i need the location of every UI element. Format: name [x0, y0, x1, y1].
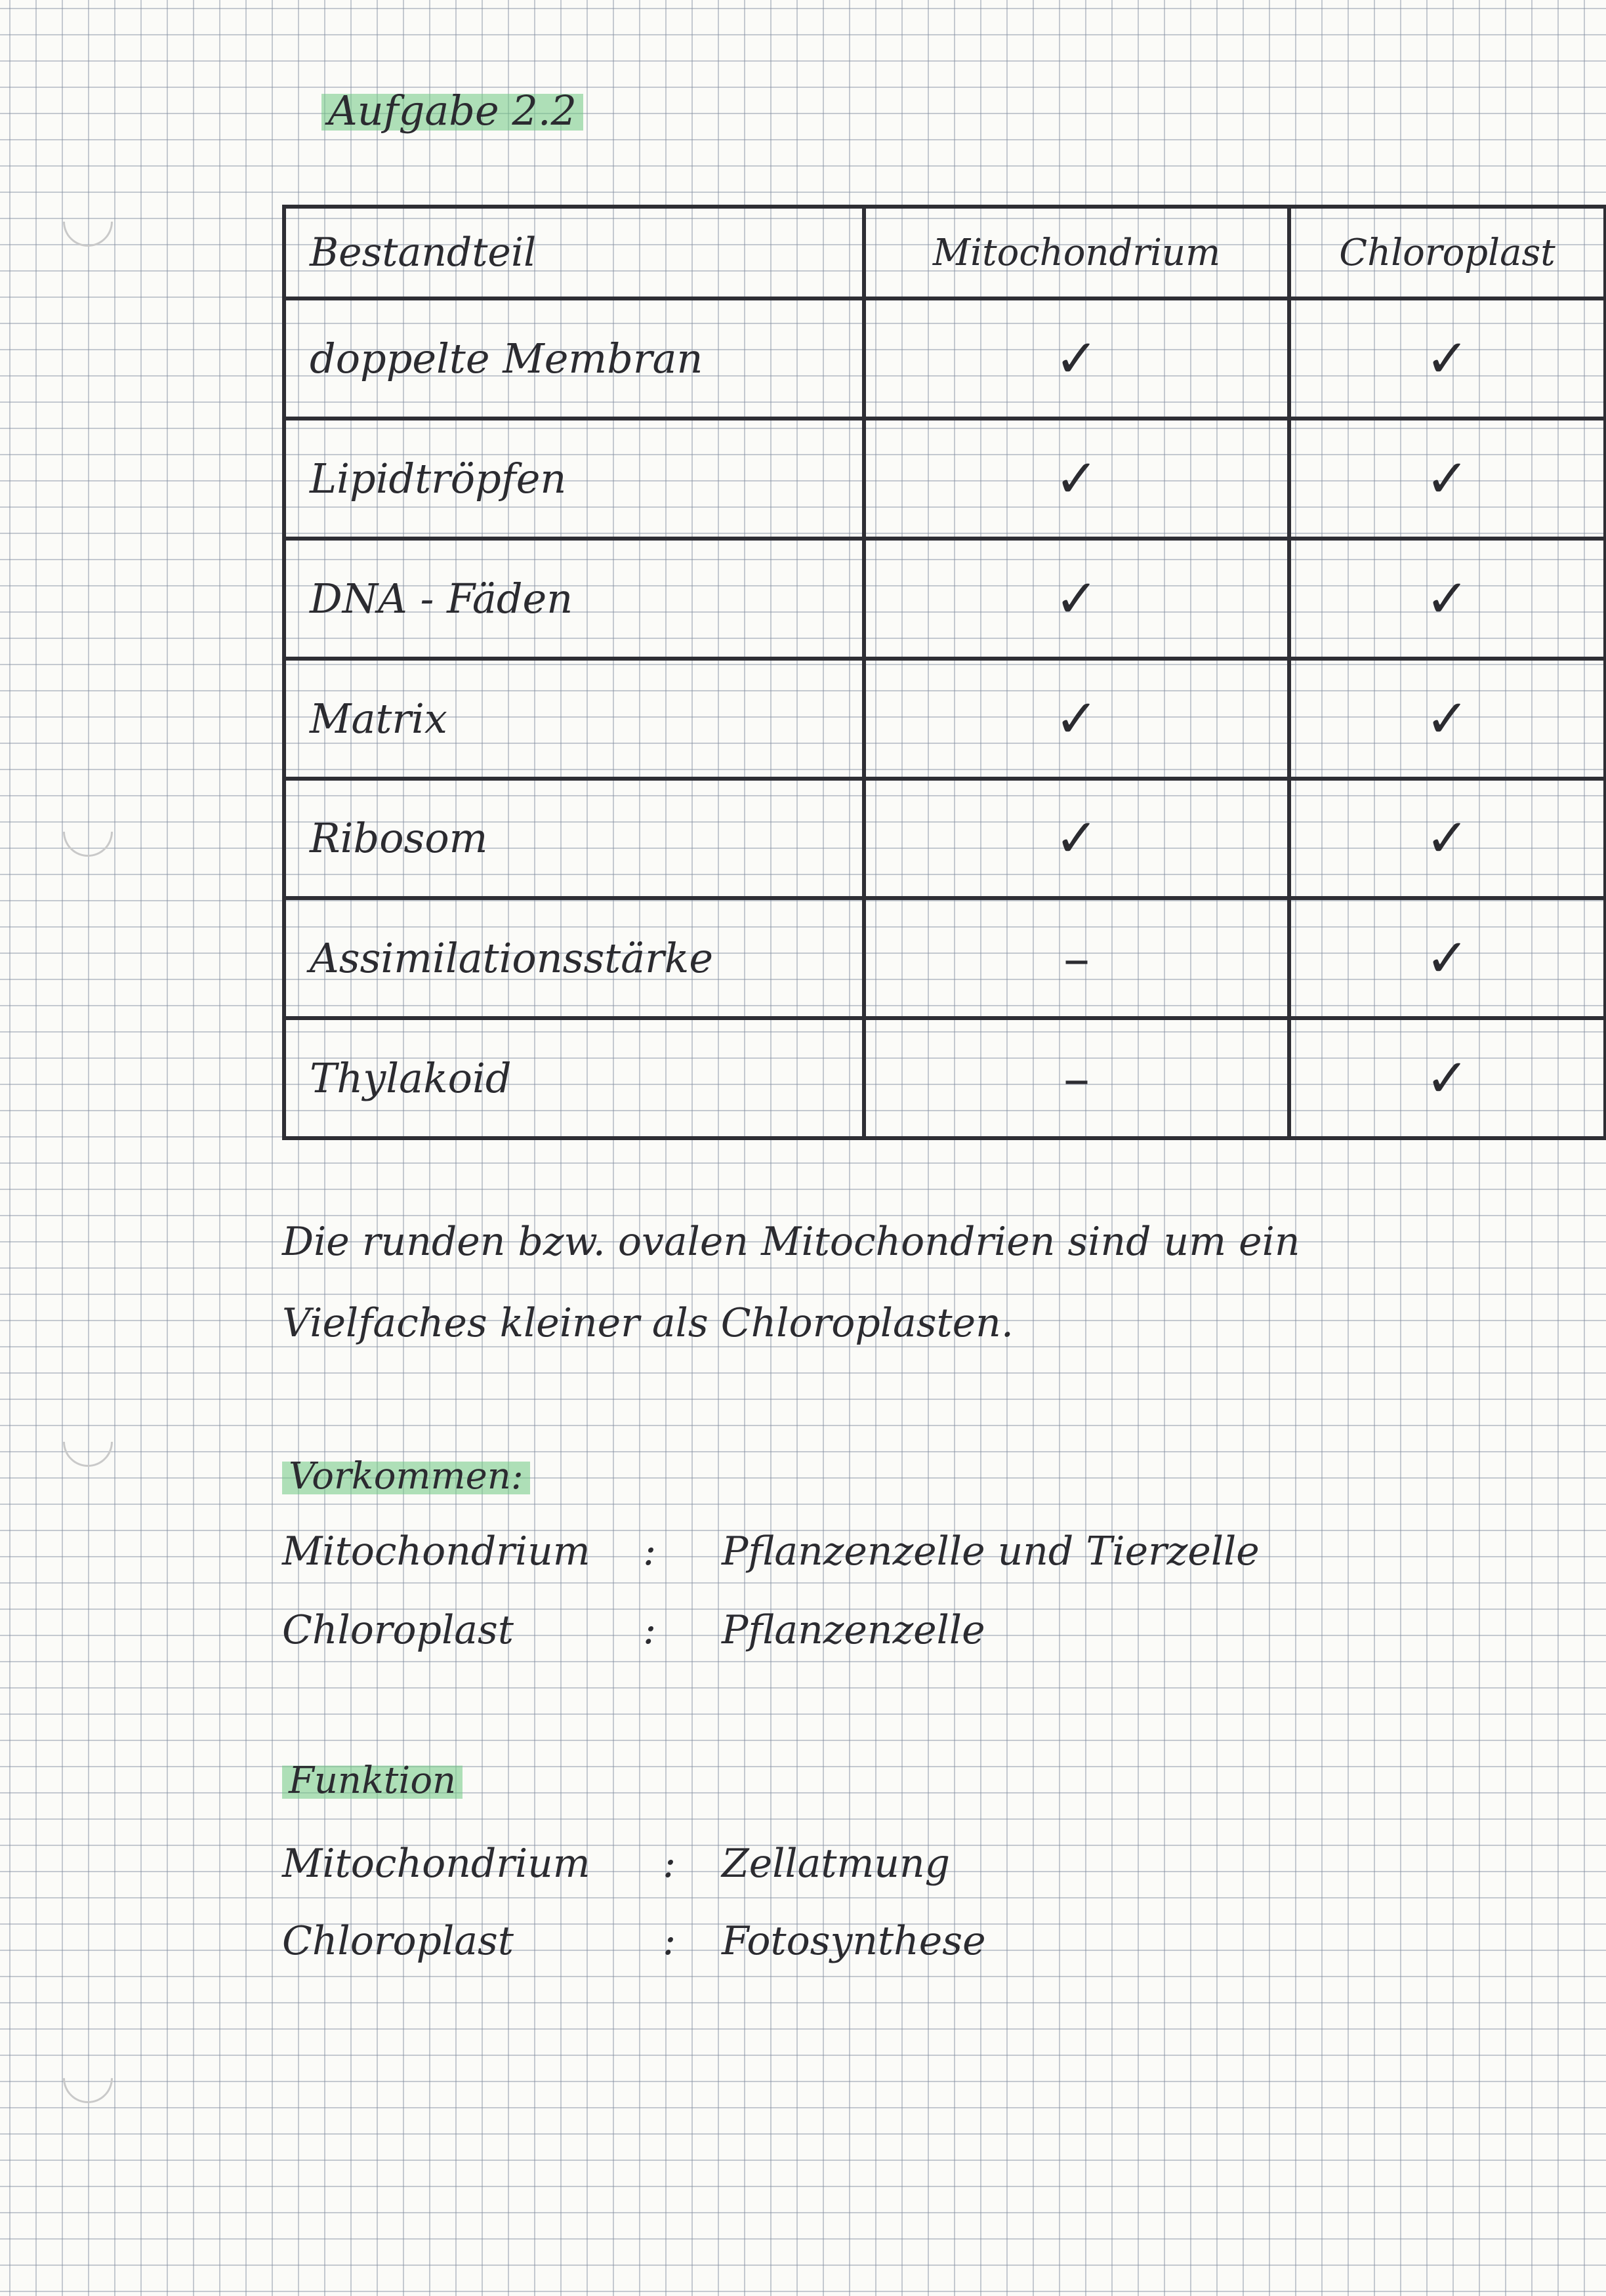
table-row [284, 419, 1605, 539]
row-label: doppelte Membran [284, 298, 864, 419]
chloro-check: ✓ [1289, 898, 1605, 1018]
mito-check: ✓ [864, 659, 1289, 779]
mito-check: ✓ [864, 539, 1289, 659]
funktion-heading [282, 1759, 463, 1802]
row-label: Lipidtröpfen [284, 419, 864, 539]
funktion-mito-value: Zellatmung [722, 1841, 951, 1887]
vorkommen-chloro-label: Chloroplast [282, 1607, 514, 1653]
header-mitochondrium: Mitochondrium [864, 207, 1289, 298]
punch-hole-2 [52, 796, 123, 867]
funktion-mito-label: Mitochondrium [282, 1841, 590, 1887]
table-row [284, 539, 1605, 659]
row-label: Thylakoid [284, 1018, 864, 1138]
chloro-check: ✓ [1289, 419, 1605, 539]
vorkommen-mito-sep: : [643, 1528, 657, 1574]
vorkommen-mito-label: Mitochondrium [282, 1528, 590, 1574]
page-heading [321, 87, 583, 134]
funktion-mito-sep: : [663, 1841, 676, 1887]
vorkommen-chloro-value: Pflanzenzelle [722, 1607, 985, 1653]
header-bestandteil: Bestandteil [284, 207, 864, 298]
row-label: DNA - Fäden [284, 539, 864, 659]
mito-dash: – [864, 898, 1289, 1018]
funktion-highlight: Funktion [282, 1759, 463, 1802]
table-row [284, 779, 1605, 899]
comparison-table [282, 205, 1603, 1140]
funktion-chloro-sep: : [663, 1918, 676, 1964]
chloro-check: ✓ [1289, 298, 1605, 419]
table-row [284, 659, 1605, 779]
header-chloroplast: Chloroplast [1289, 207, 1605, 298]
punch-hole-4 [52, 2043, 123, 2113]
paragraph-line-2: Vielfaches kleiner als Chloroplasten. [282, 1300, 1014, 1346]
row-label: Assimilationsstärke [284, 898, 864, 1018]
vorkommen-mito-value: Pflanzenzelle und Tierzelle [722, 1528, 1260, 1574]
table-row [284, 1018, 1605, 1138]
row-label: Ribosom [284, 779, 864, 899]
punch-hole-1 [52, 186, 123, 256]
vorkommen-chloro-sep: : [643, 1607, 657, 1653]
funktion-chloro-value: Fotosynthese [722, 1918, 986, 1964]
mito-check: ✓ [864, 779, 1289, 899]
table-header-row [284, 207, 1605, 298]
chloro-check: ✓ [1289, 539, 1605, 659]
funktion-chloro-label: Chloroplast [282, 1918, 514, 1964]
table-row [284, 898, 1605, 1018]
mito-dash: – [864, 1018, 1289, 1138]
heading-highlight: Aufgabe 2.2 [321, 87, 583, 134]
chloro-check: ✓ [1289, 779, 1605, 899]
vorkommen-heading [282, 1455, 530, 1498]
row-label: Matrix [284, 659, 864, 779]
chloro-check: ✓ [1289, 1018, 1605, 1138]
table-row [284, 298, 1605, 419]
punch-hole-3 [52, 1406, 123, 1477]
chloro-check: ✓ [1289, 659, 1605, 779]
mito-check: ✓ [864, 298, 1289, 419]
mito-check: ✓ [864, 419, 1289, 539]
vorkommen-highlight: Vorkommen: [282, 1455, 530, 1498]
paragraph-line-1: Die runden bzw. ovalen Mitochondrien sind um ein [282, 1219, 1300, 1265]
